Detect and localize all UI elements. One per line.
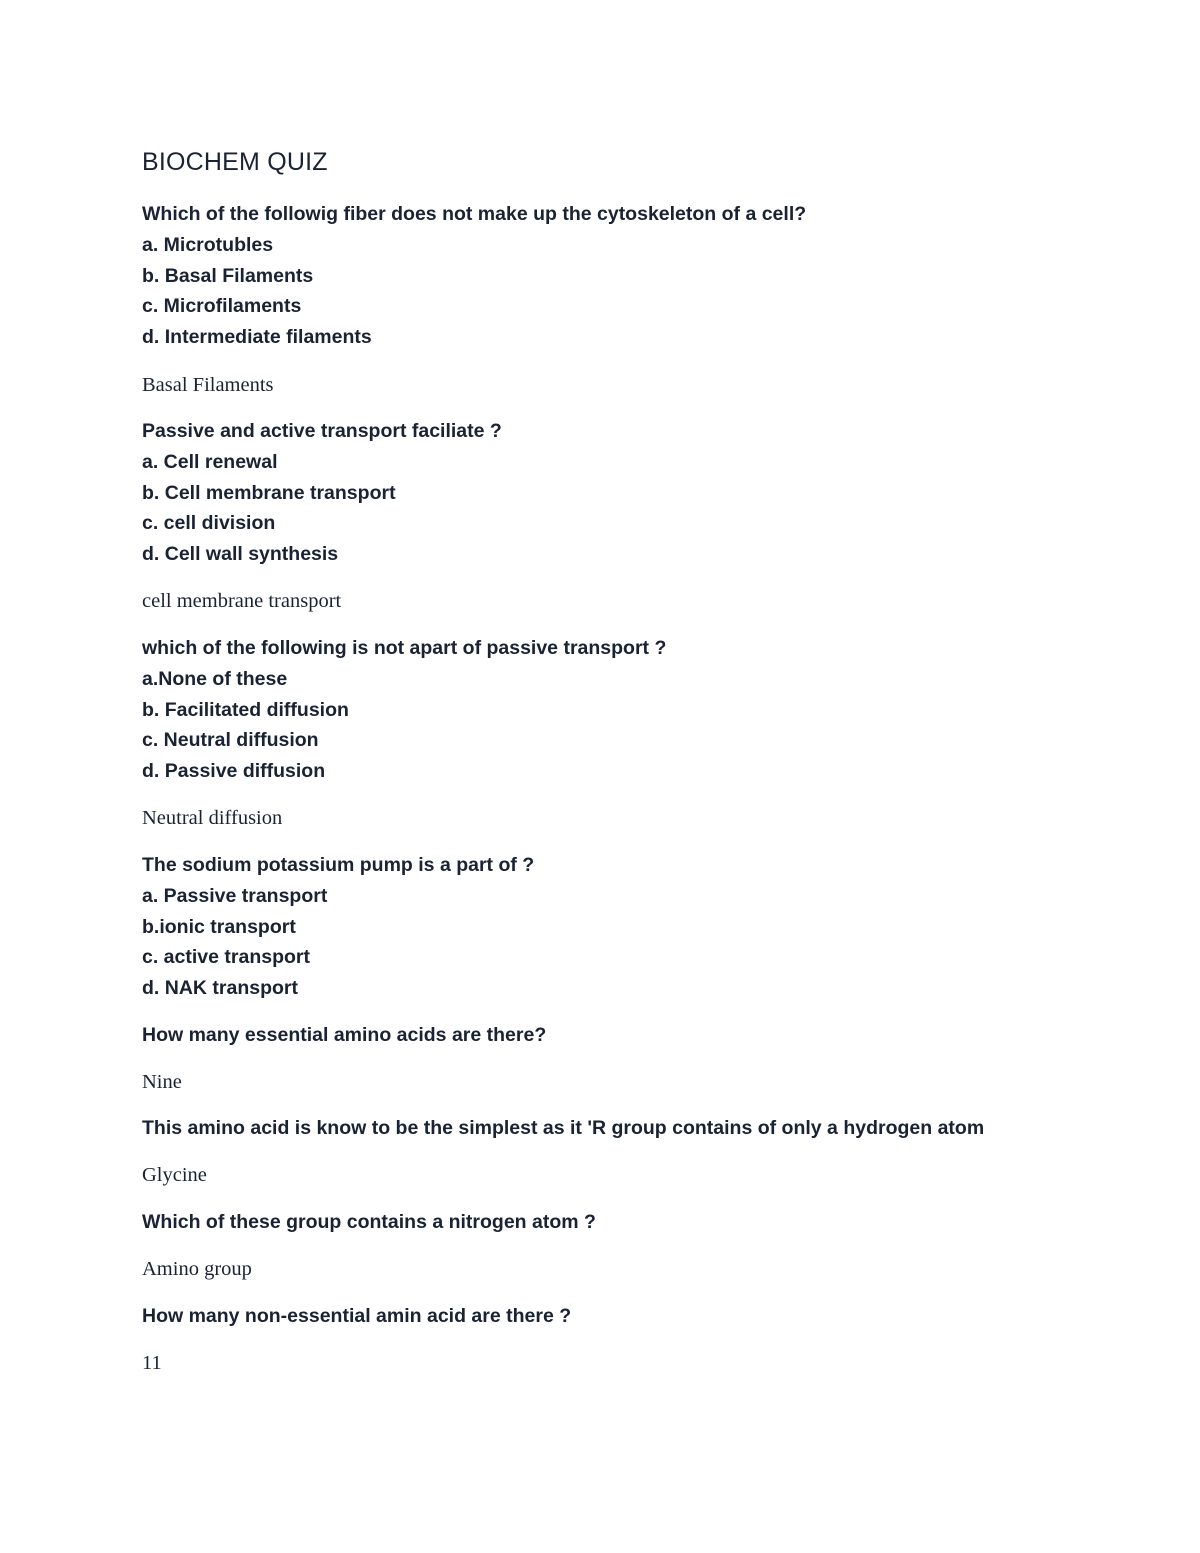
question-prompt: How many non-essential amin acid are there ? [142,1305,572,1327]
answer-text: Amino group [142,1258,252,1280]
answer-text: cell membrane transport [142,590,342,612]
option-a: a.None of these [142,667,288,690]
answer-text: 11 [142,1352,162,1374]
page-title: BIOCHEM QUIZ [142,148,328,176]
option-b: b.ionic transport [142,915,296,938]
question-block [142,1301,571,1332]
question-prompt: Which of the followig fiber does not make up the cytoskeleton of a cell? [142,203,807,225]
option-d: d. NAK transport [142,977,298,1000]
answer-text: Neutral diffusion [142,807,283,829]
question-block [142,1020,546,1051]
question-block [142,850,534,1004]
option-b: b. Basal Filaments [142,264,314,287]
question-prompt: Which of these group contains a nitrogen atom ? [142,1211,596,1233]
option-c: c. active transport [142,946,310,969]
option-d: d. Cell wall synthesis [142,543,339,566]
option-b: b. Facilitated diffusion [142,698,349,721]
question-prompt: Passive and active transport faciliate ? [142,420,502,442]
option-c: c. Neutral diffusion [142,729,319,752]
question-block [142,199,806,353]
question-prompt: The sodium potassium pump is a part of ? [142,854,535,876]
option-b: b. Cell membrane transport [142,481,396,504]
option-d: d. Intermediate filaments [142,326,372,349]
option-a: a. Passive transport [142,884,328,907]
option-d: d. Passive diffusion [142,760,326,783]
option-c: c. Microfilaments [142,295,302,318]
option-c: c. cell division [142,512,276,535]
option-a: a. Microtubles [142,233,274,256]
option-a: a. Cell renewal [142,450,278,473]
question-block [142,633,666,787]
question-prompt: which of the following is not apart of passive transport ? [142,637,667,659]
answer-text: Glycine [142,1164,207,1186]
question-block [142,1207,596,1238]
answer-text: Basal Filaments [142,374,274,396]
question-block [142,1113,984,1144]
answer-text: Nine [142,1071,182,1093]
question-prompt: How many essential amino acids are there? [142,1024,547,1046]
question-prompt: This amino acid is know to be the simplest as it 'R group contains of only a hydrogen atom [142,1117,985,1139]
question-block [142,416,502,570]
